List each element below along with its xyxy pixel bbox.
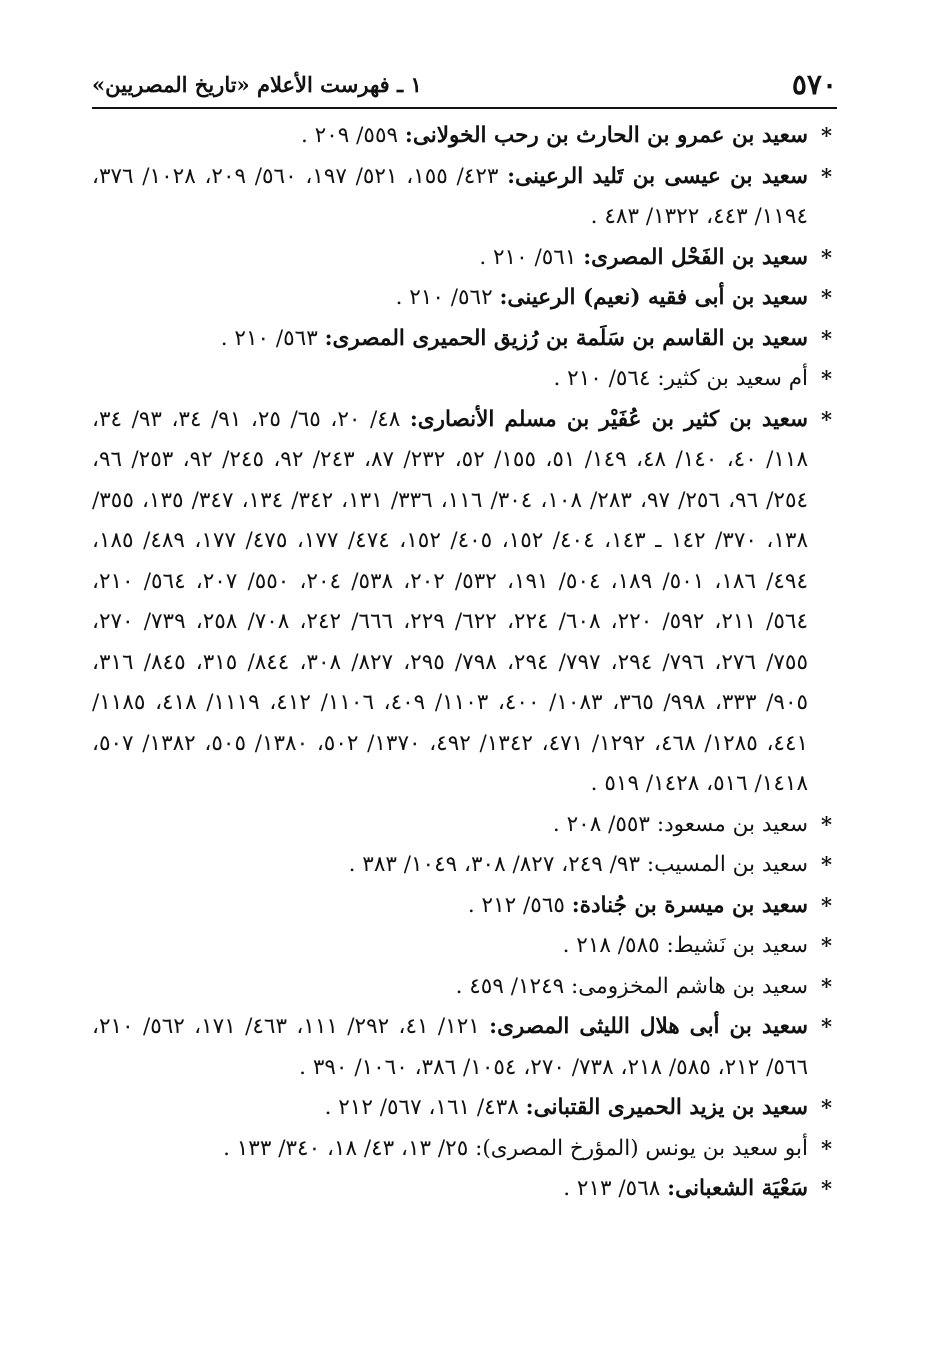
index-entry [92, 1129, 832, 1170]
entry-refs: ٥٦٢/ ٢١٠ . [395, 285, 500, 310]
asterisk-icon: * [821, 406, 832, 432]
index-entry [92, 319, 832, 360]
index-entry [92, 926, 832, 967]
asterisk-icon: * [821, 811, 832, 837]
entry-refs: ٩٣/ ٢٤٩، ٨٢٧/ ٣٠٨، ١٠٤٩/ ٣٨٣ . [348, 852, 647, 877]
index-entry [92, 845, 832, 886]
asterisk-icon: * [821, 163, 832, 189]
entry-name: أم سعيد بن كثير: [657, 366, 808, 391]
entry-name: سعيد بن أبى فقيه (نعيم) الرعينى: [499, 285, 808, 310]
asterisk-icon: * [821, 1014, 832, 1039]
entry-refs: ٢٥/ ١٣، ٤٣/ ١٨، ٣٤٠/ ١٣٣ . [223, 1135, 476, 1161]
entry-refs: ٤٨/ ٢٠، ٦٥/ ٢٥، ٩١/ ٣٤، ٩٣/ ٣٤، ١١٨/ ٤٠، ١٤٠/ ٤٨، ١٤٩/ ٥١، ١٥٥/ ٥٢، ٢٣٢/ ٨٧، ٢٤٣/ ٩٢، ٢٤٥/ ٩٢، ٢٥٣/ ٩٦، ٢٥٤/ ٩٦، ٢٥٦/ ٩٧، ٢٨٣/ ١٠٨، ٣٠٤/ ١١٦، ٣٣٦/ ١٣١، ٣٤٢/ ١٣٤، ٣٤٧/ ١٣٥، ٣٥٥/ ١٣٨، ٣٧٠/ ١٤٢ ـ ١٤٣، ٤٠٤/ ١٥٢، ٤٠٥/ ١٥٢، ٤٧٤/ ١٧٧، ٤٧٥/ ١٧٧، ٤٨٩/ ١٨٥، ٤٩٤/ ١٨٦، ٥٠١/ ١٨٩، ٥٠٤/ ١٩١، ٥٣٢/ ٢٠٢، ٥٣٨/ ٢٠٤، ٥٥٠/ ٢٠٧، ٥٦٤/ ٢١٠، ٥٦٤/ ٢١١، ٥٩٢/ ٢٢٠، ٦٠٨/ ٢٢٤، ٦٢٢/ ٢٢٩، ٦٦٦/ ٢٤٢، ٧٠٨/ ٢٥٨، ٧٣٩/ ٢٧٠، ٧٥٥/ ٢٧٦، ٧٩٦/ ٢٩٤، ٧٩٧/ ٢٩٤، ٧٩٨/ ٢٩٥، ٨٢٧/ ٣٠٨، ٨٤٤/ ٣١٥، ٨٤٥/ ٣١٦، ٩٠٥/ ٣٣٣، ٩٩٨/ ٣٦٥، ١٠٨٣/ ٤٠٠، ١١٠٣/ ٤٠٩، ١١٠٦/ ٤١٢، ١١١٩/ ٤١٨، ١١٨٥/ ٤٤١، ١٢٨٥/ ٤٦٨، ١٢٩٢/ ٤٧١، ١٣٤٢/ ٤٩٢، ١٣٧٠/ ٥٠٢، ١٣٨٠/ ٥٠٥، ١٣٨٢/ ٥٠٧، ١٤١٨/ ٥١٦، ١٤٢٨/ ٥١٩ . [92, 406, 809, 796]
asterisk-icon: * [821, 1095, 832, 1120]
entry-name: سعيد بن عيسى بن تَليد الرعينى: [507, 163, 809, 189]
entry-name: سعيد بن المسيب: [646, 852, 808, 877]
entry-refs: ١٢١/ ٤١، ٢٩٢/ ١١١، ٤٦٣/ ١٧١، ٥٦٢/ ٢١٠، ٥٦٦/ ٢١٢، ٥٨٥/ ٢١٨، ٧٣٨/ ٢٧٠، ١٠٥٤/ ٣٨٦، ١٠٦٠/ ٣٩٠ . [92, 1014, 808, 1080]
entry-refs: ٥٦٥/ ٢١٢ . [467, 892, 572, 918]
index-entry [92, 1088, 832, 1129]
asterisk-icon: * [821, 285, 832, 310]
asterisk-icon: * [821, 325, 832, 351]
asterisk-icon: * [821, 123, 832, 148]
asterisk-icon: * [821, 973, 832, 999]
index-entry [92, 359, 832, 400]
entry-refs: ٥٦٨/ ٢١٣ . [563, 1176, 668, 1201]
entry-refs: ٤٢٣/ ١٥٥، ٥٢١/ ١٩٧، ٥٦٠/ ٢٠٩، ١٠٢٨/ ٣٧٦، ١١٩٤/ ٤٤٣، ١٣٢٢/ ٤٨٣ . [92, 163, 808, 229]
entry-refs: ٥٥٣/ ٢٠٨ . [552, 811, 657, 837]
index-entry [92, 805, 832, 846]
entry-refs: ٥٦٤/ ٢١٠ . [553, 366, 658, 391]
index-entry [92, 400, 832, 805]
entry-refs: ٥٦٣/ ٢١٠ . [220, 325, 325, 351]
index-entry [92, 886, 832, 927]
header-divider [92, 107, 837, 109]
asterisk-icon: * [821, 244, 832, 270]
entry-name: سَعْيَة الشعبانى: [667, 1176, 808, 1201]
index-entry [92, 967, 832, 1008]
index-entry [92, 1007, 832, 1088]
asterisk-icon: * [821, 1176, 832, 1201]
index-entry [92, 116, 832, 157]
entry-name: سعيد بن مسعود: [656, 811, 808, 837]
entry-name: سعيد بن عمرو بن الحارث بن رحب الخولانى: [404, 123, 808, 148]
index-entries [92, 116, 832, 1210]
entry-refs: ٥٦١/ ٢١٠ . [479, 244, 584, 270]
index-entry [92, 238, 832, 279]
entry-refs: ٥٥٩/ ٢٠٩ . [301, 123, 405, 148]
entry-name: سعيد بن كثير بن عُفَيْر بن مسلم الأنصارى: [409, 406, 809, 432]
entry-name: سعيد بن ميسرة بن جُنادة: [571, 892, 808, 918]
entry-name: أبو سعيد بن يونس (المؤرخ المصرى): [475, 1135, 808, 1161]
entry-name: سعيد بن الفَحْل المصرى: [583, 244, 808, 270]
entry-refs: ٤٣٨/ ١٦١، ٥٦٧/ ٢١٢ . [324, 1095, 526, 1120]
running-title: ١ ـ فهرست الأعلام «تاريخ المصريين» [92, 72, 422, 97]
page-header [92, 62, 837, 106]
index-entry [92, 157, 832, 238]
entry-refs: ٥٨٥/ ٢١٨ . [562, 933, 667, 958]
asterisk-icon: * [821, 892, 832, 918]
asterisk-icon: * [821, 933, 832, 958]
page-number: ٥٧٠ [791, 68, 837, 101]
entry-name: سعيد بن نَشيط: [666, 933, 808, 958]
asterisk-icon: * [821, 852, 832, 877]
entry-name: سعيد بن يزيد الحميرى القتبانى: [525, 1095, 808, 1120]
entry-name: سعيد بن أبى هلال الليثى المصرى: [489, 1014, 809, 1039]
entry-name: سعيد بن القاسم بن سَلَمة بن رُزيق الحميرى المصرى: [324, 325, 808, 351]
asterisk-icon: * [821, 1135, 832, 1161]
index-entry [92, 278, 832, 319]
entry-refs: ١٢٤٩/ ٤٥٩ . [455, 973, 572, 999]
index-entry [92, 1169, 832, 1210]
asterisk-icon: * [821, 366, 832, 391]
entry-name: سعيد بن هاشم المخزومى: [571, 973, 808, 999]
